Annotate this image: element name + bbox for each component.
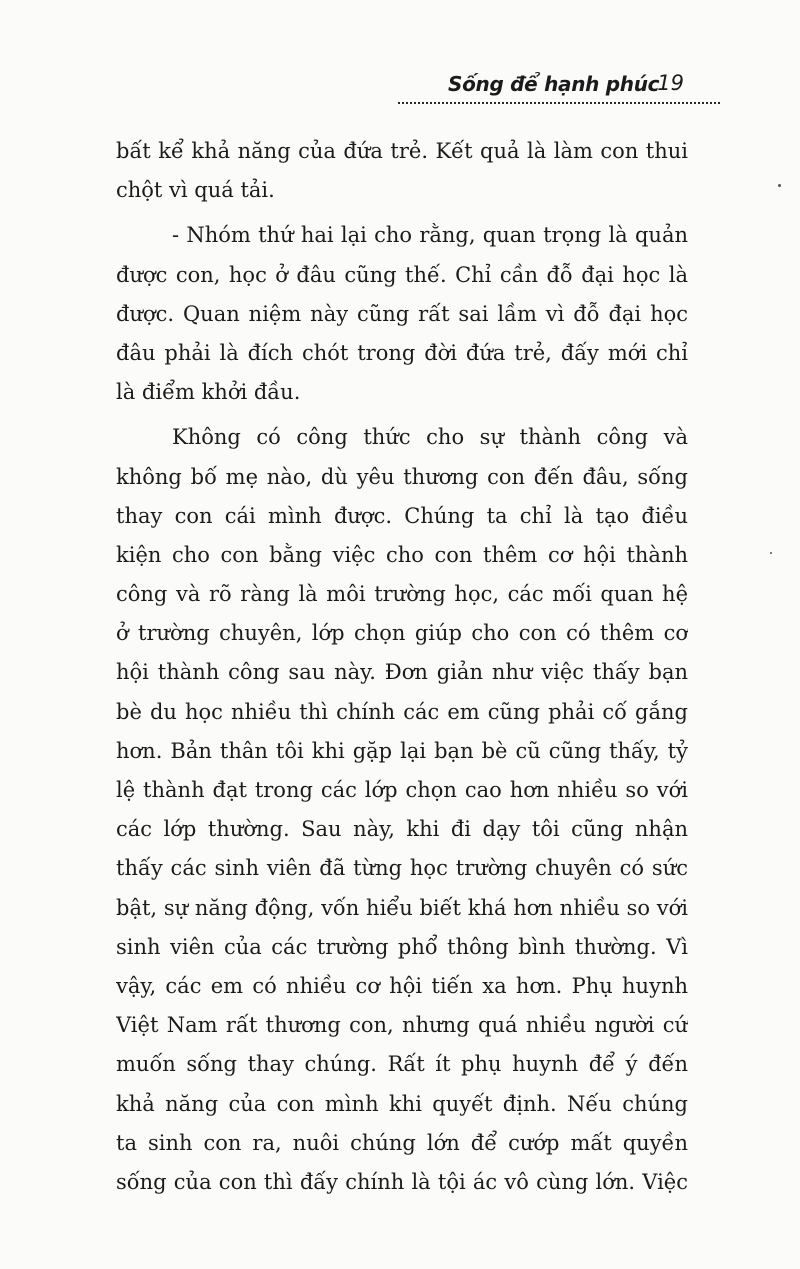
text-line: ta sinh con ra, nuôi chúng lớn để cướp mất quyền [116,1130,688,1155]
paragraph [116,216,688,412]
text-line: Không có công thức cho sự thành công và [172,425,688,450]
text-line: là điểm khởi đầu. [116,380,301,405]
text-line: hơn. Bản thân tôi khi gặp lại bạn bè cũ cũng thấy, tỷ [116,738,688,763]
text-line: sống của con thì đấy chính là tội ác vô cùng lớn. Việc [116,1169,688,1194]
text-line: - Nhóm thứ hai lại cho rằng, quan trọng là quản [172,223,688,248]
paragraph [116,132,688,210]
text-line: vậy, các em có nhiều cơ hội tiến xa hơn. Phụ huynh [116,973,688,998]
text-line: khả năng của con mình khi quyết định. Nếu chúng [116,1091,688,1116]
text-line: các lớp thường. Sau này, khi đi dạy tôi cũng nhận [116,817,688,842]
body-text [116,132,688,1208]
running-header [398,66,720,104]
text-line: chột vì quá tải. [116,178,275,203]
text-line: đâu phải là đích chót trong đời đứa trẻ, đấy mới chỉ [116,340,688,365]
text-line: kiện cho con bằng việc cho con thêm cơ hội thành [116,542,688,567]
scan-speck [770,552,772,554]
paragraph [116,418,688,1202]
text-line: muốn sống thay chúng. Rất ít phụ huynh để ý đến [116,1052,688,1077]
page-number: 19 [657,71,684,95]
scan-speck [778,184,781,187]
book-title: Sống để hạnh phúc [448,72,660,96]
text-line: bè du học nhiều thì chính các em cũng phải cố gắng [116,699,688,724]
text-line: công và rõ ràng là môi trường học, các mối quan hệ [116,582,688,607]
text-line: hội thành công sau này. Đơn giản như việc thấy bạn [116,660,688,685]
text-line: Việt Nam rất thương con, nhưng quá nhiều người cứ [116,1013,688,1038]
text-line: được con, học ở đâu cũng thế. Chỉ cần đỗ đại học là [116,262,688,287]
text-line: bất kể khả năng của đứa trẻ. Kết quả là làm con thui [116,139,688,163]
text-line: không bố mẹ nào, dù yêu thương con đến đâu, sống [116,464,688,489]
text-line: bật, sự năng động, vốn hiểu biết khá hơn nhiều so với [116,895,688,920]
text-line: ở trường chuyên, lớp chọn giúp cho con có thêm cơ [116,621,688,646]
text-line: lệ thành đạt trong các lớp chọn cao hơn nhiều so với [116,778,688,802]
text-line: thấy các sinh viên đã từng học trường chuyên có sức [116,856,688,881]
text-line: thay con cái mình được. Chúng ta chỉ là tạo điều [116,503,688,528]
text-line: được. Quan niệm này cũng rất sai lầm vì đỗ đại học [116,301,688,326]
text-line: sinh viên của các trường phổ thông bình thường. Vì [116,934,688,959]
